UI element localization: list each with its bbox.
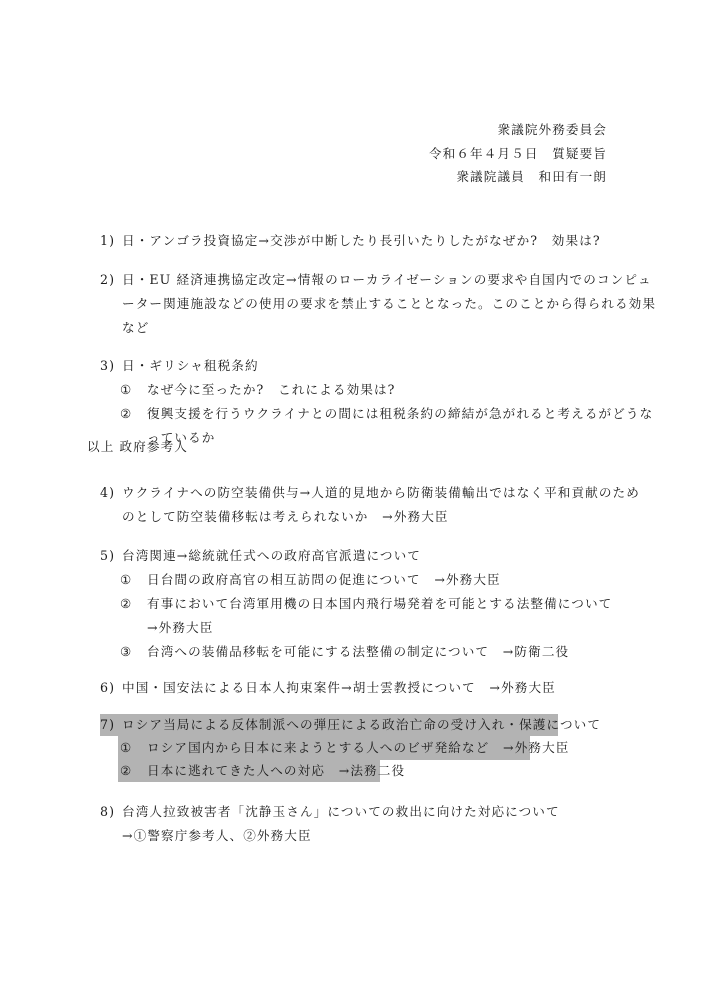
subitem-marker: ② <box>120 596 133 611</box>
subitem-marker: ③ <box>120 644 133 659</box>
item-number: 1) <box>100 233 116 248</box>
subitem <box>120 381 396 399</box>
item-text: ーター関連施設などの使用の要求を禁止することとなった。このことから得られる効果 <box>122 296 657 311</box>
subitem-text: ロシア国内から日本に来ようとする人へのビザ発給など →外務大臣 <box>147 740 570 755</box>
item-text: 台湾関連→総統就任式への政府高官派遣について <box>122 548 421 563</box>
subitem-marker: ① <box>120 382 133 397</box>
subitem-text: 復興支援を行うウクライナとの間には租税条約の締結が急がれると考えるがどうな <box>147 406 654 421</box>
subitem <box>120 595 612 613</box>
subitem-text: 有事において台湾軍用機の日本国内飛行場発着を可能とする法整備について <box>147 596 613 611</box>
item-text: 日・ギリシャ租税条約 <box>122 358 259 373</box>
item-number: 2) <box>100 272 116 287</box>
item-number: 3) <box>100 358 116 373</box>
subitem-text: →外務大臣 <box>147 620 214 635</box>
member-name: 衆議院議員 和田有一朗 <box>456 169 607 184</box>
item-text: →①警察庁参考人、②外務大臣 <box>122 828 312 843</box>
item-text: のとして防空装備移転は考えられないか →外務大臣 <box>122 509 449 524</box>
item-text: 日・アンゴラ投資協定→交渉が中断したり長引いたりしたがなぜか? 効果は? <box>122 233 601 248</box>
date-line: 令和６年４月５日 質疑要旨 <box>428 146 607 161</box>
committee-name: 衆議院外務委員会 <box>497 122 607 137</box>
subitem-marker: ① <box>120 740 133 755</box>
item-number: 8) <box>100 804 116 819</box>
item-text: ウクライナへの防空装備供与→人道的見地から防衛装備輸出ではなく平和貢献のため <box>122 485 640 500</box>
subitem-text: 日本に逃れてきた人への対応 →法務二役 <box>147 763 406 778</box>
item-number: 7) <box>100 717 116 732</box>
item-text: など <box>122 320 150 335</box>
note-government-witness: 以上 政府参考人 <box>87 439 188 454</box>
subitem <box>118 760 406 782</box>
subitem <box>118 736 570 760</box>
subitem <box>120 405 653 423</box>
subitem <box>120 571 501 589</box>
item-text: ロシア当局による反体制派への弾圧による政治亡命の受け入れ・保護について <box>122 717 602 732</box>
item-number: 4) <box>100 485 116 500</box>
item-text: 日・EU 経済連携協定改定→情報のローカライゼーションの要求や自国内でのコンピュ <box>122 272 652 287</box>
subitem-text: 日台間の政府高官の相互訪問の促進について →外務大臣 <box>147 572 501 587</box>
subitem-text: なぜ今に至ったか? これによる効果は? <box>147 382 396 397</box>
item-text: 中国・国安法による日本人拘束案件→胡士雲教授について →外務大臣 <box>122 680 556 695</box>
subitem-marker: ② <box>120 406 133 421</box>
item-number: 5) <box>100 548 116 563</box>
subitem-marker: ② <box>120 763 133 778</box>
item-text: 台湾人拉致被害者「沈静玉さん」についての救出に向けた対応について <box>122 804 560 819</box>
subitem-text: っているか <box>147 430 216 445</box>
subitem-text: 台湾への装備品移転を可能にする法整備の制定について →防衛二役 <box>147 644 570 659</box>
item-number: 6) <box>100 680 116 695</box>
subitem <box>120 643 569 661</box>
subitem-marker: ① <box>120 572 133 587</box>
